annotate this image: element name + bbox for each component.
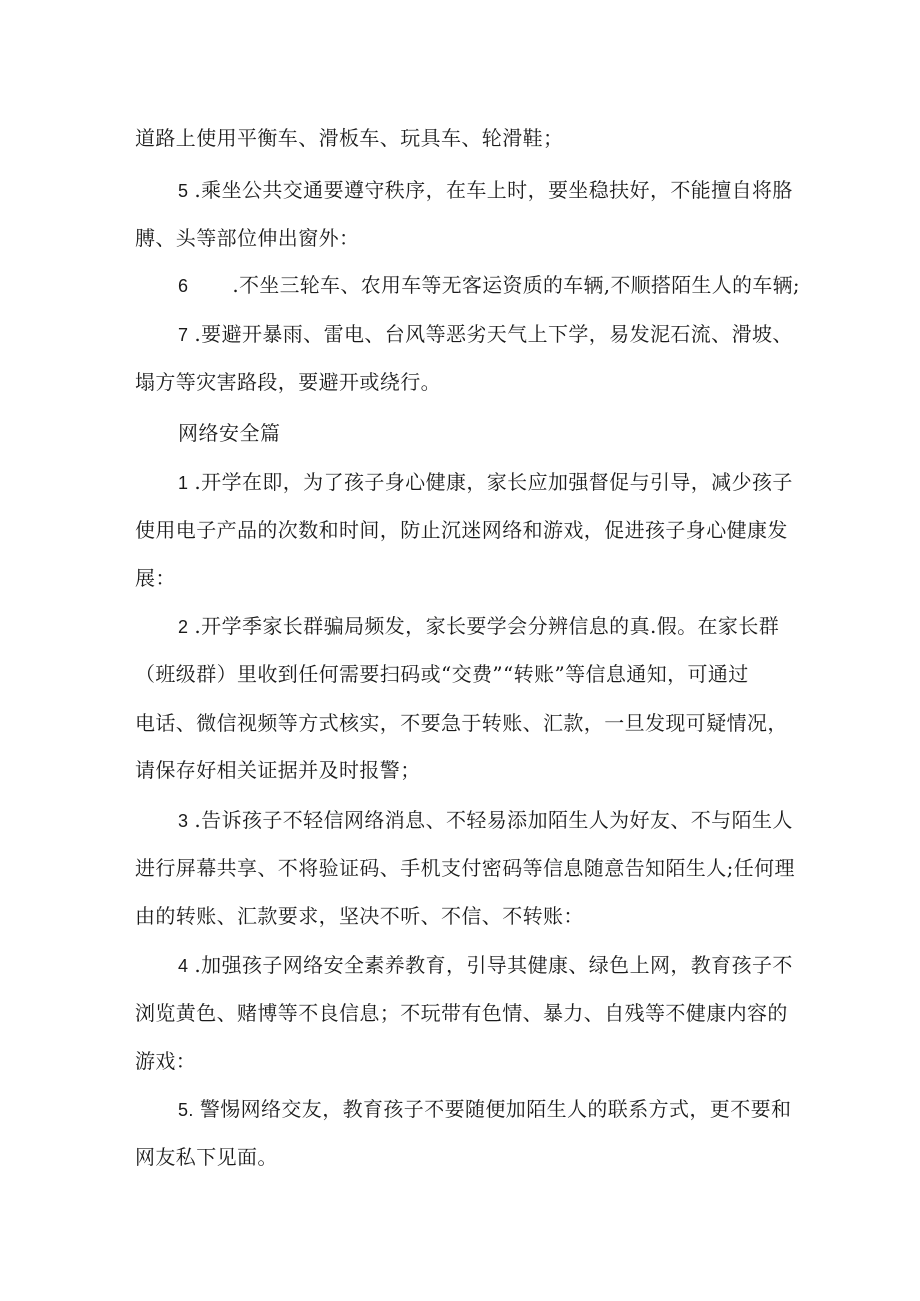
text-line: [135, 224, 359, 252]
line-text: 浏览黄色、赌博等不良信息；不玩带有色情、暴力、自残等不健康内容的: [135, 1001, 788, 1025]
text-line: [135, 1143, 278, 1171]
line-text: .告诉孩子不轻信网络消息、不轻易添加陌生人为好友、不与陌生人: [194, 808, 793, 832]
text-line: [135, 756, 421, 784]
line-text: 电话、微信视频等方式核实，不要急于转账、汇款，一旦发现可疑情况，: [135, 711, 788, 735]
line-text: .要避开暴雨、雷电、台风等恶劣天气上下学，易发泥石流、滑坡、: [194, 322, 793, 346]
line-text: 塌方等灾害路段，要避开或绕行。: [135, 370, 441, 394]
list-item-traffic-5: [178, 176, 793, 205]
line-text: （班级群）里收到任何需要扫码或“交费”“转账”等信息通知，可通过: [135, 662, 749, 686]
text-line: [135, 368, 441, 396]
item-number: 6: [178, 276, 189, 296]
line-text: .开学在即，为了孩子身心健康，家长应加强督促与引导，减少孩子: [194, 470, 793, 494]
section-title: 网络安全篇: [178, 421, 281, 445]
line-text: 使用电子产品的次数和时间，防止沉迷网络和游戏，促进孩子身心健康发: [135, 518, 788, 542]
list-item-network-5: [178, 1095, 791, 1124]
text-line: [135, 902, 584, 930]
text-line: [135, 1047, 196, 1075]
item-number: 1: [178, 473, 189, 493]
item-number: 7: [178, 325, 189, 345]
list-item-traffic-7: [178, 320, 793, 349]
item-number: 4: [178, 956, 189, 976]
list-item-network-3: [178, 806, 793, 835]
line-text: 由的转账、汇款要求，坚决不听、不信、不转账：: [135, 904, 584, 928]
section-heading: [178, 419, 281, 447]
text-line: [135, 124, 563, 152]
line-text: .加强孩子网络安全素养教育，引导其健康、绿色上网，教育孩子不: [194, 953, 793, 977]
text-line: [135, 999, 788, 1027]
line-text: 膊、头等部位伸出窗外：: [135, 226, 360, 250]
line-text: .乘坐公共交通要遵守秩序，在车上时，要坐稳扶好，不能擅自将胳: [194, 178, 793, 202]
text-line: [135, 516, 788, 544]
line-text: 游戏：: [135, 1049, 197, 1073]
line-text: 请保存好相关证据并及时报警；: [135, 758, 421, 782]
line-text: 警惕网络交友，教育孩子不要随便加陌生人的联系方式，更不要和: [199, 1097, 792, 1121]
list-item-network-2: [178, 612, 779, 641]
line-text: .开学季家长群骗局频发，家长要学会分辨信息的真.假。在家长群: [194, 614, 780, 638]
item-number: 5: [178, 181, 189, 201]
text-line: [135, 709, 788, 737]
list-item-traffic-6: [178, 272, 800, 300]
list-item-network-1: [178, 468, 793, 497]
line-text: .不坐三轮车、农用车等无客运资质的车辆,不顺搭陌生人的车辆;: [232, 274, 800, 297]
text-line: [135, 564, 176, 592]
list-item-network-4: [178, 951, 793, 980]
item-number: 5.: [178, 1100, 194, 1120]
line-text: 展：: [135, 566, 176, 590]
item-number: 3: [178, 811, 189, 831]
text-line: [135, 854, 795, 882]
line-text: 道路上使用平衡车、滑板车、玩具车、轮滑鞋；: [135, 126, 564, 150]
text-line: [135, 660, 749, 688]
line-text: 进行屏幕共享、不将验证码、手机支付密码等信息随意告知陌生人;任何理: [135, 856, 795, 880]
item-number: 2: [178, 617, 189, 637]
line-text: 网友私下见面。: [135, 1145, 278, 1169]
